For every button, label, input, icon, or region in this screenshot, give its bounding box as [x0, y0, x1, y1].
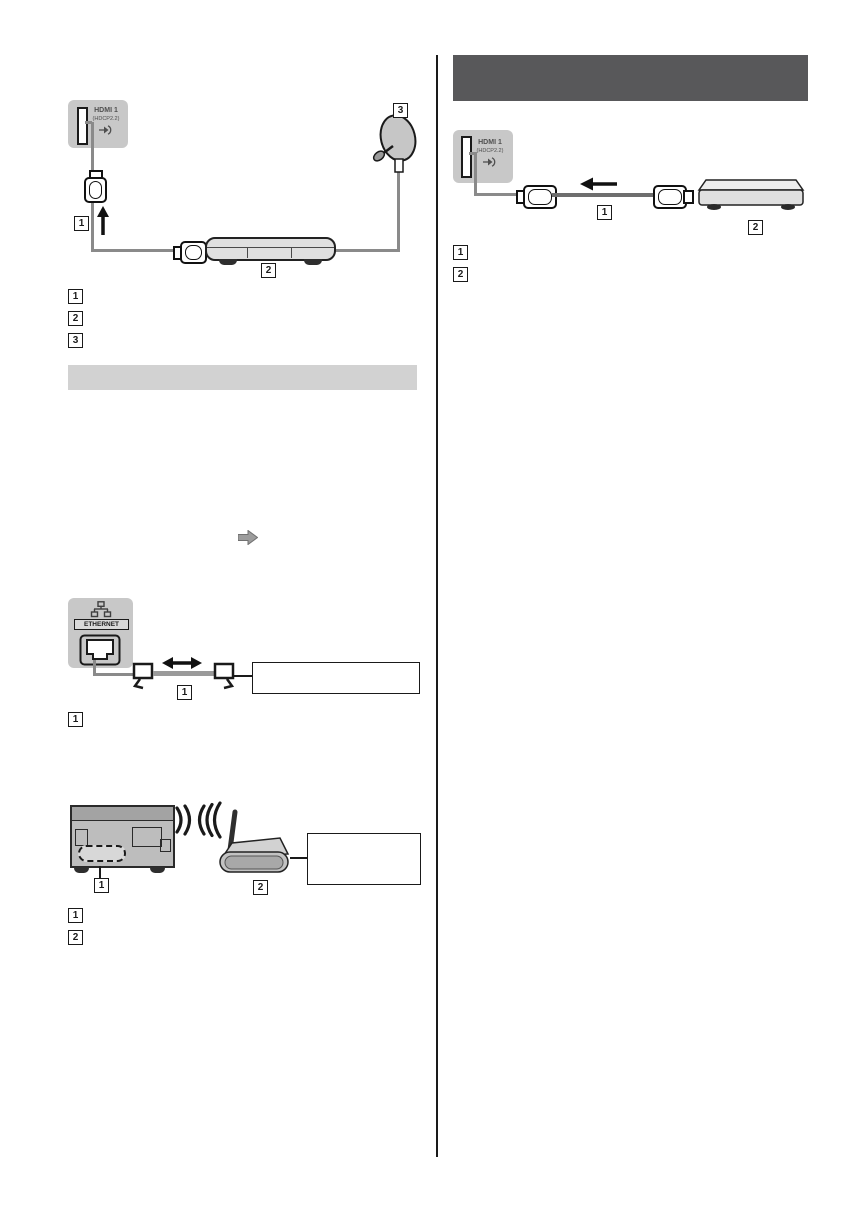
- callout-leader-line: [99, 866, 101, 878]
- tv-foot: [150, 867, 165, 873]
- network-device-box: [307, 833, 421, 885]
- tv-rear-view: [70, 805, 175, 868]
- callout-player: 2: [748, 220, 763, 235]
- arrow-up-icon: [96, 206, 110, 236]
- hdmi-port-label: HDMI 1: [94, 107, 118, 114]
- section-title-bar: [453, 55, 808, 101]
- callout-router: 2: [253, 880, 268, 895]
- callout-hdmi-cable: 1: [597, 205, 612, 220]
- reference-arrow-icon: [238, 530, 258, 545]
- column-divider: [436, 55, 438, 1157]
- ethernet-port-panel: [68, 598, 133, 668]
- hdmi-plug: [523, 185, 557, 209]
- ethernet-port-label: ETHERNET: [74, 619, 129, 630]
- callout-tv: 1: [94, 878, 109, 893]
- legend-item-2: 2: [68, 311, 83, 326]
- cable-segment: [91, 122, 94, 170]
- hdmi-plug-inner: [185, 245, 202, 260]
- dish-cable-segment: [397, 168, 400, 252]
- section-header-bar: [68, 365, 417, 390]
- rj45-jack: [79, 634, 121, 666]
- callout-cable: 1: [74, 216, 89, 231]
- double-arrow-icon: [162, 656, 202, 670]
- legend-item-1: 1: [68, 712, 83, 727]
- callout-dish: 3: [393, 103, 408, 118]
- hdmi1-port-panel: [68, 100, 128, 148]
- legend-item-1: 1: [68, 289, 83, 304]
- tv-rear-panel: [75, 829, 88, 846]
- tv-rear-panel: [160, 839, 171, 852]
- wireless-router: [216, 806, 294, 876]
- hdmi-plug-inner: [528, 189, 552, 205]
- arrow-left-icon: [580, 177, 618, 191]
- stb-foot: [219, 259, 237, 265]
- connector-line: [290, 857, 308, 859]
- tv-foot: [74, 867, 89, 873]
- legend-item-3: 3: [68, 333, 83, 348]
- network-icon: [90, 601, 112, 618]
- av-input-icon: [483, 157, 497, 167]
- cable-segment: [474, 153, 477, 196]
- player-device: [694, 177, 808, 215]
- legend-item-1: 1: [453, 245, 468, 260]
- stb-foot: [304, 259, 322, 265]
- network-device-box: [252, 662, 420, 694]
- legend-item-1: 1: [68, 908, 83, 923]
- hdmi-plug: [84, 177, 107, 203]
- cable-segment: [91, 198, 94, 252]
- hdmi-plug: [653, 185, 687, 209]
- callout-set-top-box: 2: [261, 263, 276, 278]
- hdmi-port-label: HDMI 1: [478, 139, 502, 146]
- legend-item-2: 2: [68, 930, 83, 945]
- av-input-icon: [99, 125, 113, 135]
- hdmi-port-sublabel: (HDCP2.2): [476, 148, 504, 154]
- dish-cable-segment: [330, 249, 400, 252]
- legend-item-2: 2: [453, 267, 468, 282]
- hdmi-cable: [552, 193, 655, 197]
- set-top-box: [205, 237, 336, 261]
- lan-cable: [153, 671, 215, 676]
- lan-connector: [130, 662, 156, 690]
- hdmi1-port-panel: [453, 130, 513, 183]
- lan-cable-segment: [93, 673, 135, 676]
- hdmi-plug-inner: [658, 189, 682, 205]
- stb-detail-line: [207, 247, 334, 248]
- tv-rear-panel: [132, 827, 162, 847]
- cable-segment: [474, 193, 518, 196]
- hdmi-port-sublabel: (HDCP2.2): [92, 116, 120, 122]
- tv-rear-top-band: [72, 807, 173, 821]
- cable-segment: [91, 249, 177, 252]
- hdmi-plug: [180, 241, 207, 264]
- stb-detail-line: [247, 248, 248, 258]
- built-in-wireless-area: [78, 845, 126, 862]
- hdmi-plug-tip: [683, 190, 694, 204]
- callout-lan-cable: 1: [177, 685, 192, 700]
- hdmi-plug-inner: [89, 181, 102, 199]
- stb-detail-line: [291, 248, 292, 258]
- connector-line: [233, 675, 252, 677]
